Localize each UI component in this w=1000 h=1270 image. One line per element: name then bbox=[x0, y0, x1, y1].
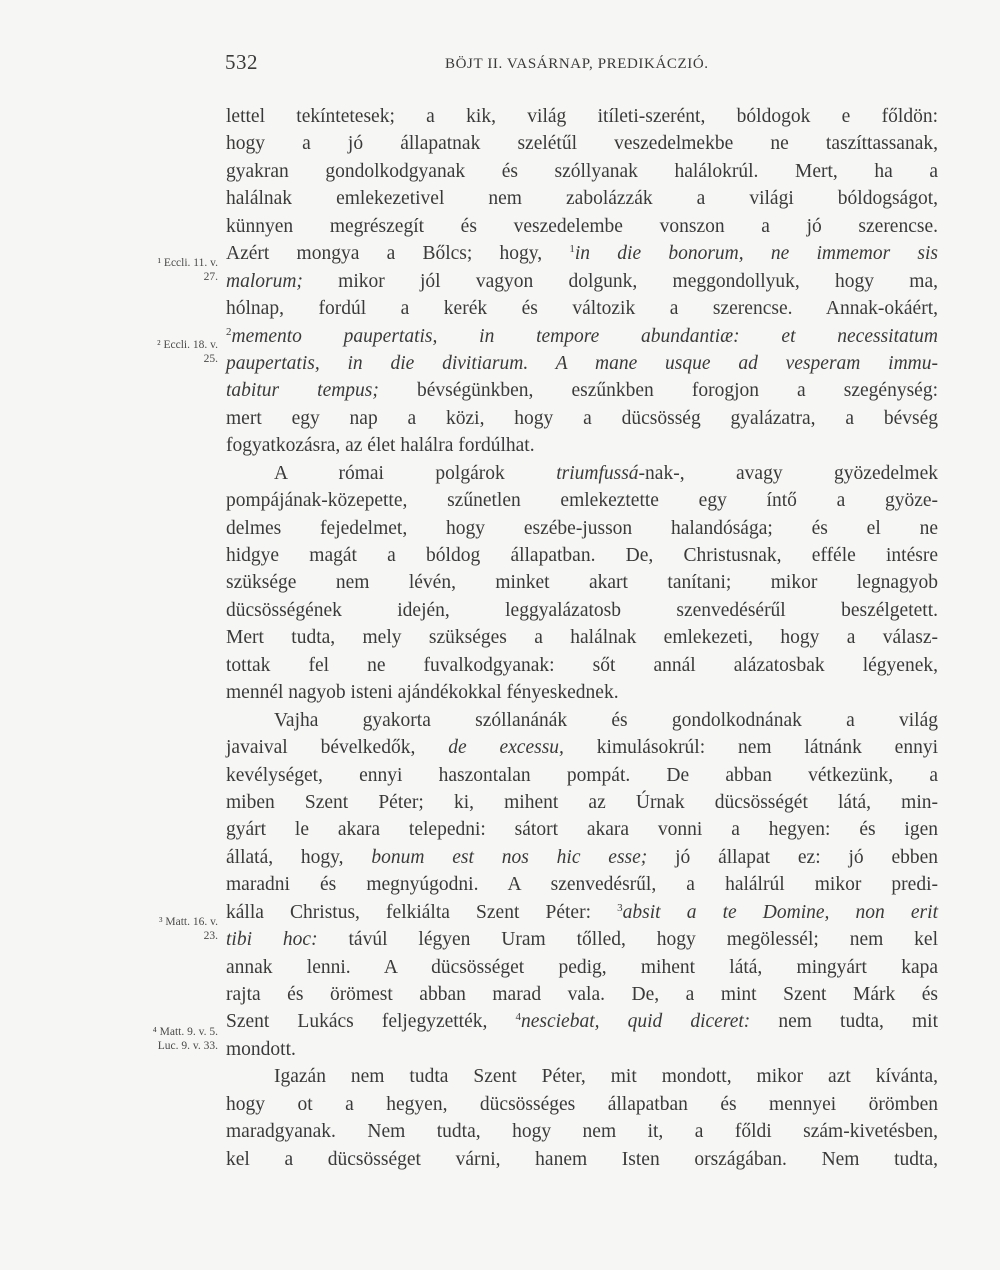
text-line bbox=[226, 103, 938, 130]
latin-quote: malorum; bbox=[226, 270, 303, 292]
text-line bbox=[226, 844, 938, 871]
text-span: javaival bévelkedők, bbox=[226, 737, 449, 759]
text-span: fogyatkozásra, az élet halálra fordúlhat. bbox=[226, 435, 535, 457]
text-span: szüksége nem lévén, minket akart tanítani; mikor legnagyob bbox=[226, 572, 938, 594]
text-line bbox=[226, 679, 938, 706]
text-span: maradgyanak. Nem tudta, hogy nem it, a főldi szám-kivetésben, bbox=[226, 1121, 938, 1143]
margin-note-line: 25. bbox=[203, 353, 218, 365]
text-span: annak lenni. A dücsösséget pedig, mihent látá, mingyárt kapa bbox=[226, 956, 938, 978]
latin-quote: in die bonorum, ne immemor sis bbox=[574, 243, 938, 265]
text-span: gyakran gondolkodgyanak és szóllyanak halálokrúl. Mert, ha a bbox=[226, 160, 938, 182]
margin-note-line: ⁴ Matt. 9. v. 5. bbox=[152, 1026, 218, 1038]
margin-note-line: ¹ Eccli. 11. v. bbox=[157, 257, 218, 269]
text-span: künnyen megrészegít és veszedelembe vonszon a jó szerencse. bbox=[226, 215, 938, 237]
text-span: Vajha gyakorta szóllanánák és gondolkodnának a világ bbox=[274, 709, 938, 731]
text-line bbox=[226, 377, 938, 404]
text-line bbox=[226, 460, 938, 487]
text-line bbox=[226, 213, 938, 240]
text-span: hidgye magát a bóldog állapatban. De, Christusnak, efféle intésre bbox=[226, 545, 938, 566]
margin-note-line: ³ Matt. 16. v. bbox=[159, 916, 218, 928]
text-line bbox=[226, 130, 938, 157]
margin-note bbox=[100, 256, 218, 284]
text-line bbox=[226, 871, 938, 898]
footnote-marker: 2 bbox=[226, 325, 232, 338]
text-span: Szent Lukács feljegyzették, bbox=[226, 1011, 516, 1033]
latin-quote: bonum est nos hic esse; bbox=[371, 846, 648, 868]
text-span: jó állapat ez: jó ebben bbox=[647, 846, 939, 868]
text-span: hogy ot a hegyen, dücsösséges állapatban és mennyei örömben bbox=[226, 1093, 938, 1115]
text-line bbox=[226, 1008, 938, 1035]
text-span: kálla Christus, felkiálta Szent Péter: bbox=[226, 901, 618, 923]
text-line bbox=[226, 652, 938, 679]
text-line bbox=[226, 185, 938, 212]
latin-quote: de excessu, bbox=[448, 737, 564, 759]
text-span: nem tudta, mit bbox=[750, 1011, 938, 1033]
latin-quote: nesciebat, quid diceret: bbox=[520, 1011, 751, 1033]
text-line bbox=[226, 295, 938, 322]
latin-quote: memento paupertatis, in tempore abundantiæ: et necessitatum bbox=[231, 325, 938, 347]
text-span: halálnak emlekezetivel nem zabolázzák a világi bóldogságot, bbox=[226, 188, 938, 210]
text-span: maradni és megnyúgodni. A szenvedésrűl, a halálrúl mikor predi- bbox=[226, 874, 938, 896]
margin-note bbox=[100, 915, 218, 943]
text-span: gyárt le akara telepedni: sátort akara vonni a hegyen: és igen bbox=[226, 819, 938, 841]
text-line bbox=[226, 707, 938, 734]
latin-quote: paupertatis, in die divitiarum. A mane usque ad vesperam immu- bbox=[226, 352, 938, 374]
text-span: mikor jól vagyon dolgunk, meggondollyuk, hogy ma, bbox=[302, 270, 938, 292]
text-line bbox=[226, 789, 938, 816]
text-line bbox=[226, 323, 938, 350]
latin-quote: tabitur tempus; bbox=[226, 380, 379, 402]
text-line bbox=[226, 432, 938, 459]
text-span: távúl légyen Uram tőlled, hogy megölessél; nem kel bbox=[317, 929, 939, 951]
text-line bbox=[226, 1146, 938, 1173]
text-span: -nak-, avagy gyözedelmek bbox=[638, 462, 938, 484]
text-span: hogy a jó állapatnak szelétűl veszedelmekbe ne taszíttassanak, bbox=[226, 133, 938, 155]
margin-note bbox=[100, 338, 218, 366]
text-line bbox=[226, 899, 938, 926]
margin-note-line: ² Eccli. 18. v. bbox=[157, 339, 218, 351]
text-span: dücsösségének idején, leggyalázatosb szenvedésérűl beszélgetett. bbox=[226, 599, 938, 621]
body-text bbox=[226, 103, 938, 1173]
text-line bbox=[226, 1118, 938, 1145]
text-line bbox=[226, 542, 938, 569]
text-span: kel a dücsösséget várni, hanem Isten országában. Nem tudta, bbox=[226, 1148, 938, 1170]
text-span: lettel tekíntetesek; a kik, világ itíleti-szerént, bóldogok e főldön: bbox=[226, 106, 938, 127]
text-line bbox=[226, 487, 938, 514]
footnote-marker: 1 bbox=[569, 243, 575, 256]
text-line bbox=[226, 624, 938, 651]
margin-note-line: 23. bbox=[203, 930, 218, 942]
text-span: hólnap, fordúl a kerék és változik a szerencse. Annak-okáért, bbox=[226, 298, 938, 320]
text-line bbox=[226, 981, 938, 1008]
text-line bbox=[226, 926, 938, 953]
text-span: rajta és örömest abban marad vala. De, a mint Szent Márk és bbox=[226, 984, 938, 1005]
latin-quote: triumfussá bbox=[556, 462, 639, 484]
text-line bbox=[226, 1036, 938, 1063]
text-span: mert egy nap a közi, hogy a dücsösség gyalázatra, a bévség bbox=[226, 407, 938, 429]
margin-note-line: Luc. 9. v. 33. bbox=[157, 1040, 218, 1052]
text-line bbox=[226, 1091, 938, 1118]
text-line bbox=[226, 816, 938, 843]
margin-note-line: 27. bbox=[203, 271, 218, 283]
running-title: BÖJT II. VASÁRNAP, PREDIKÁCZIÓ. bbox=[445, 56, 709, 72]
text-span: kevélységet, ennyi haszontalan pompát. De abban vétkezünk, a bbox=[226, 764, 938, 786]
footnote-marker: 4 bbox=[515, 1011, 521, 1024]
footnote-marker: 3 bbox=[617, 901, 623, 914]
text-line bbox=[226, 954, 938, 981]
text-span: mennél nagyob isteni ajándékokkal fényeskednek. bbox=[226, 682, 619, 704]
text-span: állatá, hogy, bbox=[226, 846, 372, 868]
latin-quote: absit a te Domine, non erit bbox=[622, 901, 938, 923]
text-span: tottak fel ne fuvalkodgyanak: sőt annál alázatosbak légyenek, bbox=[226, 654, 938, 676]
text-line bbox=[226, 597, 938, 624]
text-line bbox=[226, 734, 938, 761]
text-line bbox=[226, 350, 938, 377]
text-span: Azért mongya a Bőlcs; hogy, bbox=[226, 243, 570, 265]
text-span: Igazán nem tudta Szent Péter, mit mondott, mikor azt kívánta, bbox=[274, 1066, 938, 1088]
text-line bbox=[226, 268, 938, 295]
text-span: delmes fejedelmet, hogy eszébe-jusson halandósága; és el ne bbox=[226, 517, 938, 539]
text-line bbox=[226, 569, 938, 596]
text-span: kimulásokrúl: nem látnánk ennyi bbox=[563, 737, 939, 759]
text-line bbox=[226, 158, 938, 185]
text-line bbox=[226, 515, 938, 542]
text-span: mondott. bbox=[226, 1038, 296, 1060]
margin-note bbox=[100, 1025, 218, 1053]
text-span: Mert tudta, mely szükséges a halálnak emlekezeti, hogy a válasz- bbox=[226, 627, 938, 649]
text-line bbox=[226, 405, 938, 432]
text-span: pompájának-közepette, szűnetlen emlekeztette egy íntő a gyöze- bbox=[226, 490, 938, 512]
latin-quote: tibi hoc: bbox=[226, 929, 318, 951]
text-span: A római polgárok bbox=[274, 462, 557, 484]
page-number: 532 bbox=[225, 50, 258, 74]
text-span: bévségünkben, eszűnkben forogjon a szegénység: bbox=[378, 380, 938, 402]
text-span: miben Szent Péter; ki, mihent az Úrnak dücsösségét látá, min- bbox=[226, 791, 938, 813]
text-line bbox=[226, 762, 938, 789]
text-line bbox=[226, 240, 938, 267]
text-line bbox=[226, 1063, 938, 1090]
